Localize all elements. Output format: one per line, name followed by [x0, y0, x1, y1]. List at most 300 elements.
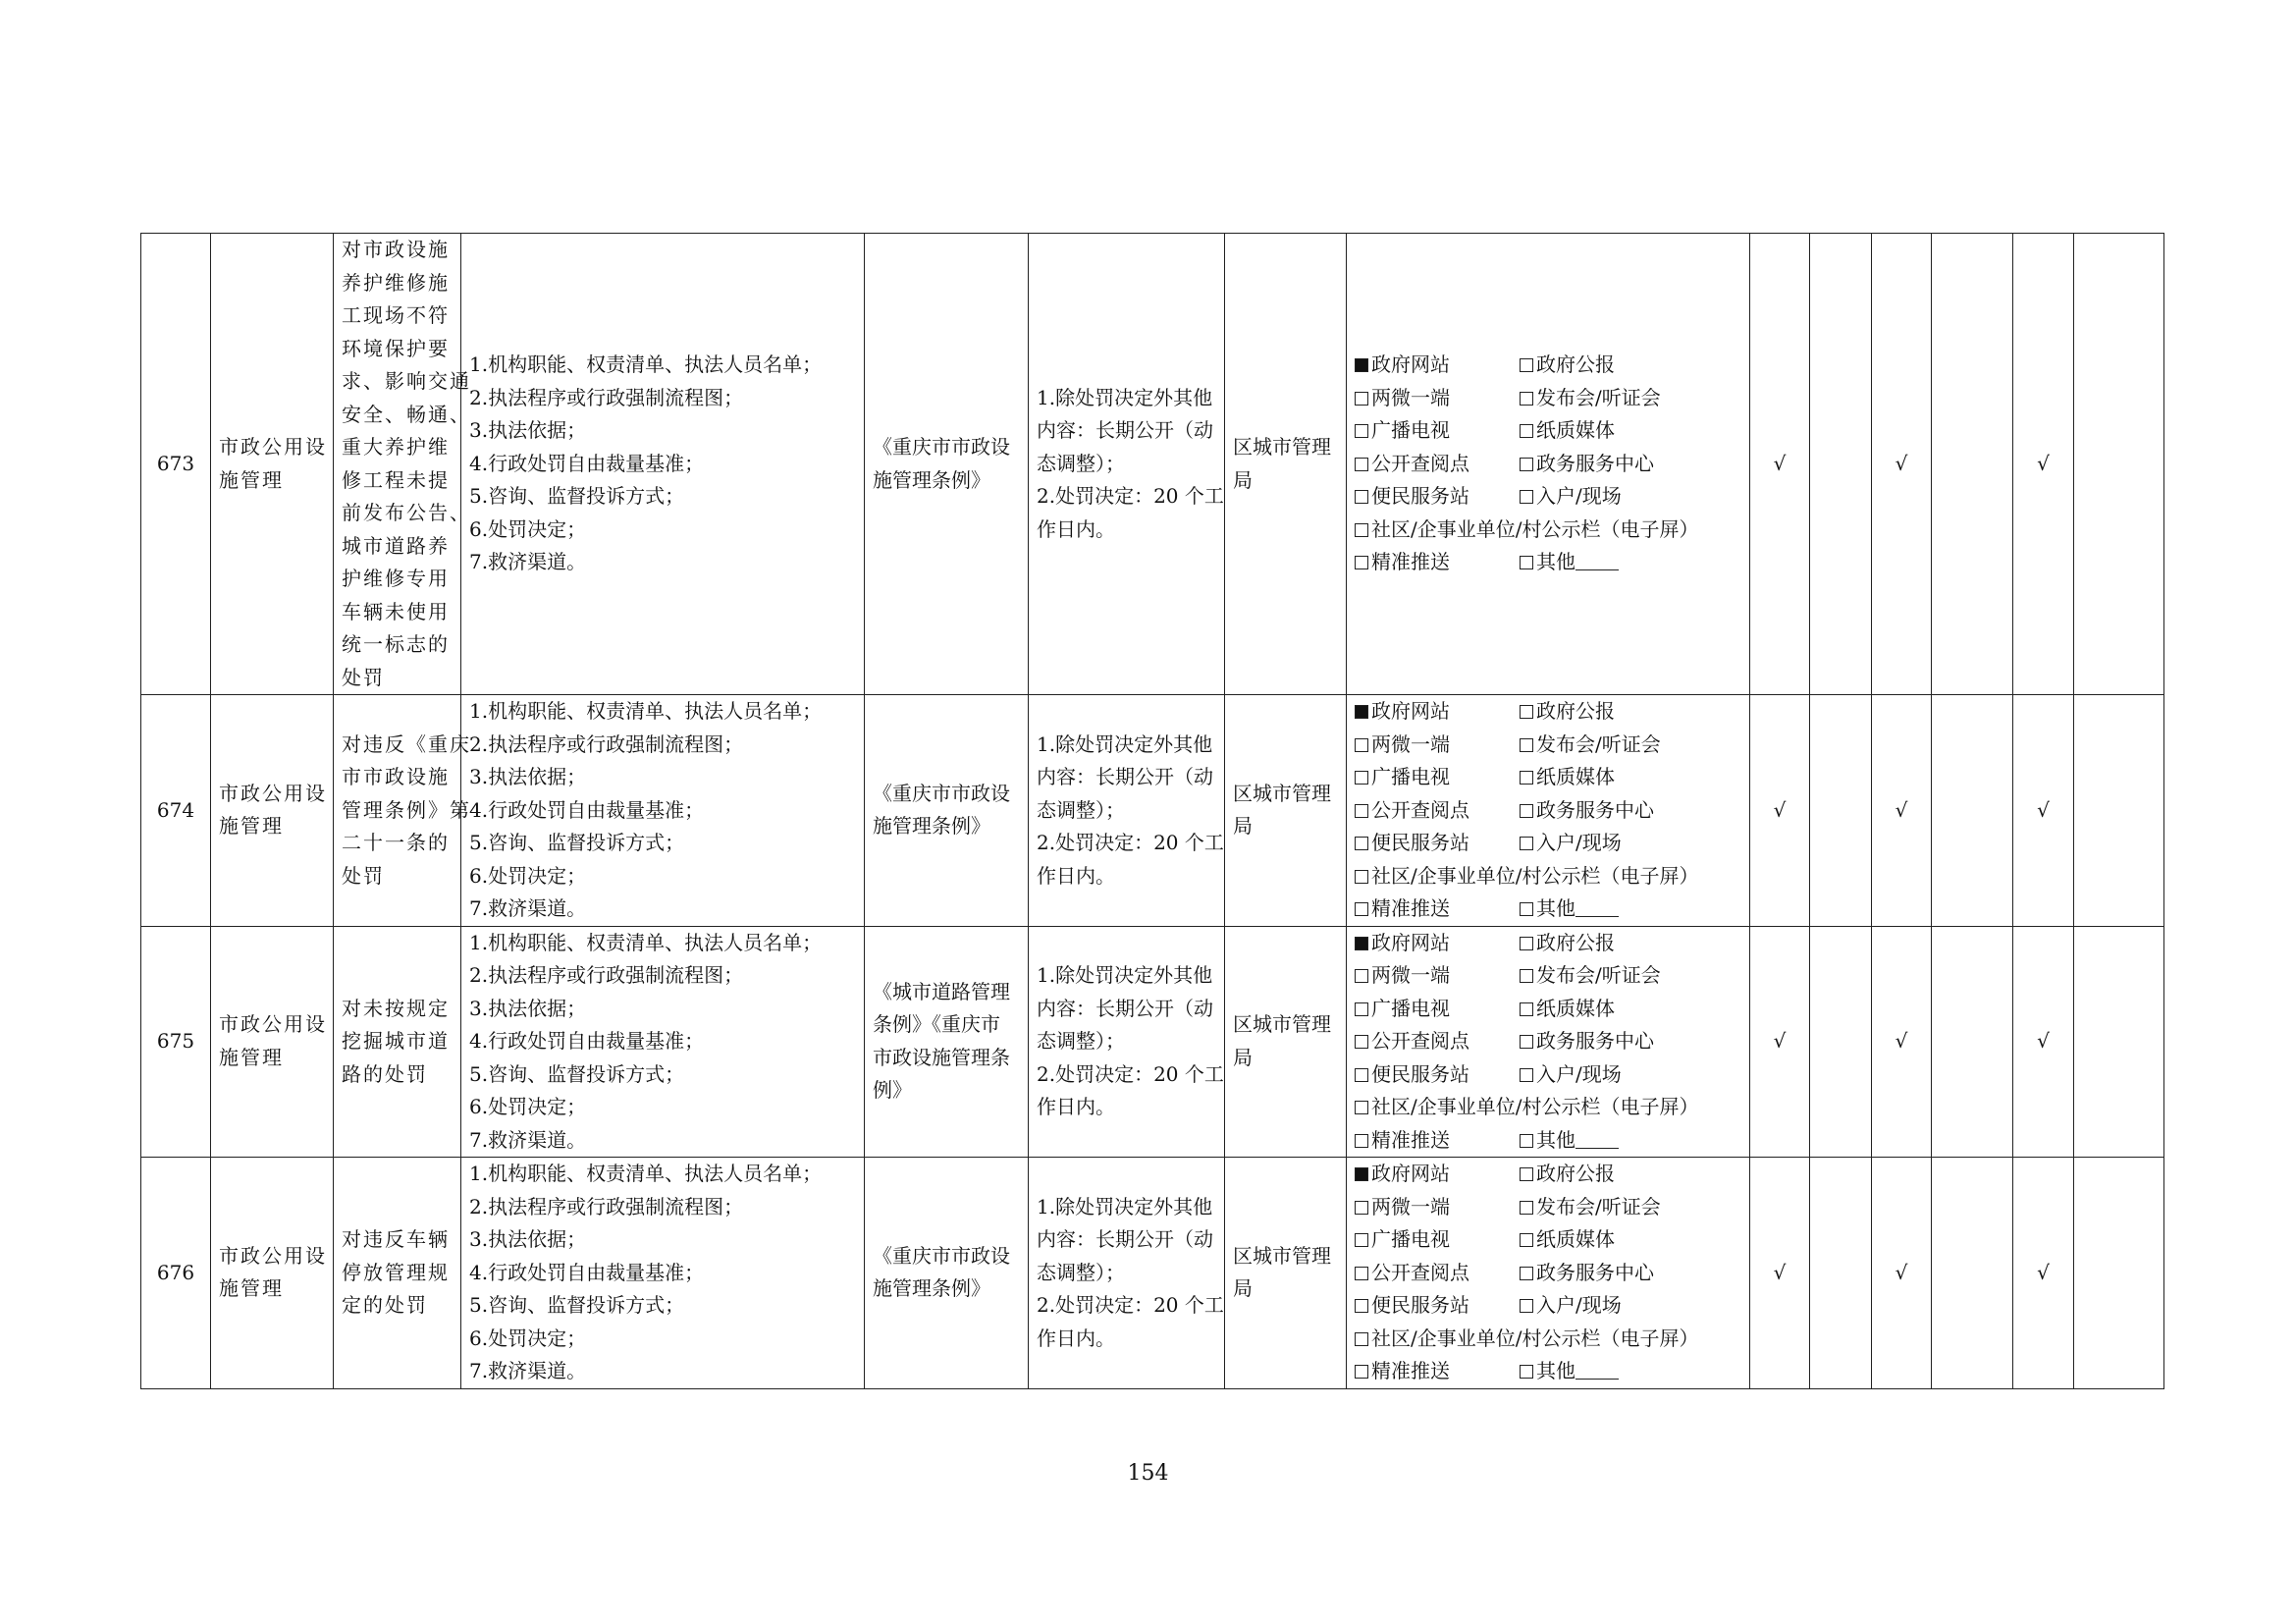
item-cell-line: 停放管理规	[342, 1260, 450, 1284]
empty-cell	[1932, 1158, 2013, 1389]
checkbox-icon	[1520, 358, 1533, 372]
timing-cell	[1029, 1158, 1225, 1389]
checkbox-icon	[1520, 937, 1533, 950]
check-mark-cell: √	[1750, 926, 1810, 1158]
channel-label: 广播电视	[1371, 996, 1450, 1020]
checkbox-icon	[1355, 458, 1368, 471]
content-cell-line: 7.救济渠道。	[469, 1359, 587, 1382]
checked-box-icon	[1355, 937, 1368, 950]
channel-option	[1520, 1058, 1745, 1092]
timing-cell	[1029, 926, 1225, 1158]
content-cell-line: 5.咨询、监督投诉方式；	[469, 1293, 685, 1317]
channel-label: 精准推送	[1371, 1127, 1450, 1152]
channel-label: 便民服务站	[1371, 831, 1469, 854]
channel-label: 发布会/听证会	[1536, 731, 1661, 756]
channel-option	[1355, 514, 1745, 547]
content-cell-line: 5.咨询、监督投诉方式；	[469, 831, 685, 854]
checkbox-icon	[1355, 738, 1368, 752]
channel-label: 广播电视	[1371, 1227, 1450, 1251]
channel-option	[1520, 927, 1745, 960]
category-cell-line: 市政公用设	[219, 781, 327, 805]
checkbox-icon	[1520, 738, 1533, 752]
channel-option	[1355, 1191, 1520, 1224]
content-cell	[461, 695, 865, 927]
timing-cell-line: 2.处罚决定：20 个工	[1037, 831, 1224, 854]
basis-cell	[865, 926, 1029, 1158]
check-mark-cell: √	[1750, 1158, 1810, 1389]
checkbox-icon	[1355, 771, 1368, 785]
checkbox-icon	[1520, 1134, 1533, 1148]
item-cell-line: 重大养护维	[342, 435, 450, 459]
basis-cell-line: 例》	[873, 1078, 912, 1103]
basis-cell-line: 施管理条例》	[873, 467, 990, 492]
content-cell-line: 2.执法程序或行政强制流程图；	[469, 385, 744, 409]
checkbox-icon	[1520, 1201, 1533, 1215]
channel-option	[1355, 1223, 1520, 1257]
empty-cell	[2074, 926, 2164, 1158]
checkbox-icon	[1520, 1365, 1533, 1379]
channel-option	[1355, 794, 1520, 828]
channel-label: 政府公报	[1536, 1162, 1615, 1185]
item-cell-line: 养护维修施	[342, 270, 450, 295]
channel-option	[1355, 959, 1520, 993]
category-cell	[211, 234, 334, 695]
channel-option	[1520, 1158, 1745, 1191]
checkbox-icon	[1355, 1267, 1368, 1280]
check-mark-cell: √	[1872, 1158, 1932, 1389]
channel-option	[1520, 448, 1745, 481]
channel-label: 两微一端	[1371, 1194, 1450, 1218]
checked-box-icon	[1355, 358, 1368, 372]
empty-cell	[1810, 695, 1872, 927]
timing-cell-line: 2.处罚决定：20 个工	[1037, 1061, 1224, 1086]
channel-option	[1355, 1158, 1520, 1191]
fill-blank	[1575, 568, 1619, 570]
channel-option	[1520, 414, 1745, 448]
content-cell-line: 5.咨询、监督投诉方式；	[469, 484, 685, 509]
checkbox-icon	[1520, 969, 1533, 983]
basis-cell	[865, 1158, 1029, 1389]
channel-label: 社区/企事业单位/村公示栏（电子屏）	[1371, 1095, 1699, 1118]
timing-cell-line: 态调整）；	[1037, 797, 1125, 822]
content-cell-line: 4.行政处罚自由裁量基准；	[469, 1260, 705, 1284]
content-cell-line: 7.救济渠道。	[469, 896, 587, 920]
content-cell-line: 3.执法依据；	[469, 765, 587, 788]
channel-label: 公开查阅点	[1371, 1029, 1469, 1053]
channel-label: 两微一端	[1371, 731, 1450, 756]
channel-label: 两微一端	[1371, 385, 1450, 409]
category-cell	[211, 1158, 334, 1389]
subject-cell-line: 局	[1233, 1045, 1253, 1069]
content-cell	[461, 926, 865, 1158]
check-mark-cell: √	[1872, 695, 1932, 927]
channel-label: 广播电视	[1371, 765, 1450, 788]
channel-label: 便民服务站	[1371, 1061, 1469, 1086]
item-cell-line: 环境保护要	[342, 336, 450, 360]
channel-option	[1355, 1124, 1520, 1158]
channel-label: 广播电视	[1371, 418, 1450, 443]
category-cell-line: 施管理	[219, 1045, 284, 1069]
check-mark-cell: √	[2013, 234, 2074, 695]
checkbox-icon	[1520, 771, 1533, 785]
timing-cell-line: 2.处罚决定：20 个工	[1037, 484, 1224, 509]
channel-cell	[1347, 234, 1750, 695]
channel-option	[1520, 794, 1745, 828]
checkbox-icon	[1355, 1332, 1368, 1346]
empty-cell	[1810, 234, 1872, 695]
row-number: 673	[141, 234, 211, 695]
item-cell-line: 对市政设施	[342, 238, 450, 261]
item-cell-line: 定的处罚	[342, 1293, 428, 1317]
empty-cell	[2074, 1158, 2164, 1389]
channel-label: 纸质媒体	[1536, 996, 1615, 1020]
subject-cell-line: 区城市管理	[1233, 1012, 1331, 1037]
fill-blank	[1575, 915, 1619, 917]
check-mark-cell: √	[1872, 926, 1932, 1158]
item-cell	[334, 234, 471, 695]
channel-label: 政务服务中心	[1536, 1260, 1654, 1284]
checkbox-icon	[1520, 424, 1533, 438]
item-cell-line: 处罚	[342, 665, 385, 689]
basis-cell-line: 《重庆市市政设	[873, 781, 1010, 805]
item-cell-line: 对未按规定	[342, 996, 450, 1020]
content-cell-line: 5.咨询、监督投诉方式；	[469, 1061, 685, 1086]
fill-blank	[1575, 1147, 1619, 1149]
content-cell-line: 1.机构职能、权责清单、执法人员名单；	[469, 699, 823, 723]
channel-label: 政府公报	[1536, 699, 1615, 723]
empty-cell	[1932, 695, 2013, 927]
channel-label: 政府公报	[1536, 352, 1615, 377]
subject-cell	[1225, 1158, 1347, 1389]
timing-cell-line: 态调整）；	[1037, 451, 1125, 475]
item-cell-line: 对违反《重庆	[342, 731, 471, 756]
channel-label: 入户/现场	[1536, 1061, 1622, 1086]
basis-cell	[865, 695, 1029, 927]
item-cell-line: 挖掘城市道	[342, 1029, 450, 1053]
checkbox-icon	[1520, 1002, 1533, 1016]
channel-option	[1520, 1257, 1745, 1290]
checkbox-icon	[1520, 458, 1533, 471]
subject-cell	[1225, 695, 1347, 927]
checkbox-icon	[1355, 1002, 1368, 1016]
channel-label: 精准推送	[1371, 896, 1450, 920]
channel-option	[1520, 959, 1745, 993]
timing-cell-line: 1.除处罚决定外其他	[1037, 963, 1213, 987]
table-row	[141, 234, 2164, 695]
channel-option	[1520, 1191, 1745, 1224]
basis-cell-line: 条例》《重庆市	[873, 1012, 1000, 1037]
channel-option	[1520, 1289, 1745, 1323]
checkbox-icon	[1355, 1035, 1368, 1049]
item-cell-line: 求、影响交通	[342, 369, 471, 393]
content-cell-line: 6.处罚决定；	[469, 863, 587, 888]
channel-option	[1355, 448, 1520, 481]
channel-option	[1520, 729, 1745, 762]
checkbox-icon	[1355, 837, 1368, 850]
timing-cell-line: 作日内。	[1037, 1326, 1115, 1350]
item-cell-line: 处罚	[342, 863, 385, 888]
basis-cell-line: 市政设施管理条	[873, 1045, 1010, 1069]
checkbox-icon	[1355, 424, 1368, 438]
channel-label: 发布会/听证会	[1536, 385, 1661, 409]
content-cell-line: 2.执法程序或行政强制流程图；	[469, 1194, 744, 1218]
channel-option	[1355, 382, 1520, 415]
basis-cell-line: 施管理条例》	[873, 1276, 990, 1301]
channel-label: 公开查阅点	[1371, 797, 1469, 822]
category-cell-line: 市政公用设	[219, 1012, 327, 1037]
channel-label: 入户/现场	[1536, 484, 1622, 509]
checked-box-icon	[1355, 705, 1368, 719]
checkbox-icon	[1355, 523, 1368, 537]
checkbox-icon	[1520, 1299, 1533, 1313]
timing-cell	[1029, 234, 1225, 695]
channel-option	[1355, 1323, 1745, 1356]
item-cell-line: 二十一条的	[342, 831, 450, 854]
channel-label: 政府公报	[1536, 930, 1615, 954]
channel-label: 发布会/听证会	[1536, 963, 1661, 987]
empty-cell	[1932, 926, 2013, 1158]
content-cell	[461, 234, 865, 695]
content-cell-line: 4.行政处罚自由裁量基准；	[469, 1029, 705, 1053]
item-cell-line: 前发布公告、	[342, 501, 471, 524]
channel-option	[1520, 1355, 1745, 1388]
check-mark-cell: √	[2013, 926, 2074, 1158]
content-cell-line: 6.处罚决定；	[469, 1095, 587, 1118]
checkbox-icon	[1520, 1233, 1533, 1247]
item-cell-line: 对违反车辆	[342, 1227, 450, 1251]
channel-option	[1520, 1025, 1745, 1058]
item-cell-line: 统一标志的	[342, 632, 450, 656]
empty-cell	[2074, 695, 2164, 927]
channel-label: 精准推送	[1371, 550, 1450, 574]
timing-cell-line: 1.除处罚决定外其他	[1037, 385, 1213, 409]
checkbox-icon	[1355, 1299, 1368, 1313]
disclosure-table	[140, 233, 2164, 1389]
content-cell-line: 1.机构职能、权责清单、执法人员名单；	[469, 1162, 823, 1185]
checkbox-icon	[1355, 1134, 1368, 1148]
channel-label: 入户/现场	[1536, 831, 1622, 854]
check-mark-cell: √	[1750, 695, 1810, 927]
channel-label: 两微一端	[1371, 963, 1450, 987]
channel-label: 精准推送	[1371, 1359, 1450, 1382]
channel-label: 公开查阅点	[1371, 1260, 1469, 1284]
channel-option	[1520, 546, 1745, 579]
channel-label: 其他	[1536, 1127, 1575, 1152]
channel-label: 社区/企事业单位/村公示栏（电子屏）	[1371, 1326, 1699, 1350]
checkbox-icon	[1355, 1365, 1368, 1379]
channel-option	[1355, 993, 1520, 1026]
item-cell-line: 修工程未提	[342, 467, 450, 492]
channel-option	[1355, 1025, 1520, 1058]
channel-option	[1355, 860, 1745, 893]
checkbox-icon	[1520, 705, 1533, 719]
checkbox-icon	[1355, 1068, 1368, 1082]
content-cell-line: 1.机构职能、权责清单、执法人员名单；	[469, 352, 823, 377]
content-cell-line: 3.执法依据；	[469, 1227, 587, 1251]
basis-cell-line: 施管理条例》	[873, 814, 990, 839]
timing-cell-line: 作日内。	[1037, 1095, 1115, 1118]
channel-option	[1520, 480, 1745, 514]
channel-option	[1355, 893, 1520, 926]
channel-option	[1520, 993, 1745, 1026]
content-cell-line: 7.救济渠道。	[469, 550, 587, 574]
channel-label: 便民服务站	[1371, 484, 1469, 509]
channel-option	[1520, 1124, 1745, 1158]
content-cell-line: 6.处罚决定；	[469, 1326, 587, 1350]
fill-blank	[1575, 1378, 1619, 1380]
content-cell-line: 6.处罚决定；	[469, 516, 587, 541]
channel-option	[1355, 349, 1520, 382]
channel-option	[1520, 695, 1745, 729]
checkbox-icon	[1520, 837, 1533, 850]
channel-label: 政务服务中心	[1536, 1029, 1654, 1053]
subject-cell-line: 区城市管理	[1233, 435, 1331, 459]
channel-label: 社区/企事业单位/村公示栏（电子屏）	[1371, 516, 1699, 541]
check-mark-cell: √	[1872, 234, 1932, 695]
check-mark-cell: √	[2013, 1158, 2074, 1389]
subject-cell-line: 区城市管理	[1233, 1243, 1331, 1268]
checkbox-icon	[1355, 969, 1368, 983]
row-number: 674	[141, 695, 211, 927]
checkbox-icon	[1520, 556, 1533, 569]
row-number: 676	[141, 1158, 211, 1389]
basis-cell-line: 《重庆市市政设	[873, 1243, 1010, 1268]
timing-cell-line: 态调整）；	[1037, 1029, 1125, 1053]
channel-option	[1355, 927, 1520, 960]
item-cell-line: 市市政设施	[342, 765, 450, 788]
timing-cell-line: 作日内。	[1037, 863, 1115, 888]
channel-option	[1520, 1223, 1745, 1257]
timing-cell-line: 2.处罚决定：20 个工	[1037, 1293, 1224, 1317]
empty-cell	[2074, 234, 2164, 695]
content-cell-line: 2.执法程序或行政强制流程图；	[469, 731, 744, 756]
timing-cell-line: 作日内。	[1037, 516, 1115, 541]
channel-label: 政府网站	[1371, 699, 1450, 723]
channel-label: 纸质媒体	[1536, 765, 1615, 788]
table-row	[141, 1158, 2164, 1389]
checkbox-icon	[1520, 1035, 1533, 1049]
empty-cell	[1932, 234, 2013, 695]
channel-option	[1355, 546, 1520, 579]
checkbox-icon	[1355, 556, 1368, 569]
channel-option	[1520, 827, 1745, 860]
channel-option	[1520, 761, 1745, 794]
subject-cell-line: 局	[1233, 1276, 1253, 1301]
check-mark-cell: √	[1750, 234, 1810, 695]
channel-label: 公开查阅点	[1371, 451, 1469, 475]
channel-option	[1355, 1091, 1745, 1124]
checkbox-icon	[1520, 804, 1533, 818]
subject-cell-line: 局	[1233, 467, 1253, 492]
timing-cell-line: 内容：长期公开（动	[1037, 996, 1213, 1020]
channel-label: 入户/现场	[1536, 1293, 1622, 1317]
item-cell-line: 护维修专用	[342, 567, 450, 590]
channel-label: 其他	[1536, 896, 1575, 920]
checkbox-icon	[1520, 1267, 1533, 1280]
basis-cell-line: 《重庆市市政设	[873, 435, 1010, 459]
content-cell	[461, 1158, 865, 1389]
subject-cell-line: 局	[1233, 814, 1253, 839]
category-cell-line: 施管理	[219, 1276, 284, 1301]
channel-option	[1355, 1289, 1520, 1323]
item-cell	[334, 926, 461, 1158]
category-cell-line: 施管理	[219, 814, 284, 839]
content-cell-line: 3.执法依据；	[469, 418, 587, 443]
channel-label: 政府网站	[1371, 1162, 1450, 1185]
basis-cell-line: 《城市道路管理	[873, 979, 1010, 1003]
table-row	[141, 695, 2164, 927]
channel-cell	[1347, 695, 1750, 927]
checkbox-icon	[1355, 1101, 1368, 1114]
empty-cell	[1810, 1158, 1872, 1389]
channel-option	[1355, 480, 1520, 514]
channel-label: 政务服务中心	[1536, 451, 1654, 475]
timing-cell-line: 1.除处罚决定外其他	[1037, 731, 1213, 756]
basis-cell	[865, 234, 1029, 695]
table-row	[141, 926, 2164, 1158]
checkbox-icon	[1355, 870, 1368, 884]
timing-cell-line: 内容：长期公开（动	[1037, 418, 1213, 443]
channel-option	[1355, 1355, 1520, 1388]
content-cell-line: 3.执法依据；	[469, 996, 587, 1020]
channel-label: 纸质媒体	[1536, 418, 1615, 443]
row-number: 675	[141, 926, 211, 1158]
item-cell-line: 工现场不符	[342, 303, 450, 327]
content-cell-line: 1.机构职能、权责清单、执法人员名单；	[469, 930, 823, 954]
timing-cell-line: 内容：长期公开（动	[1037, 1227, 1213, 1251]
channel-label: 纸质媒体	[1536, 1227, 1615, 1251]
item-cell	[334, 1158, 461, 1389]
channel-label: 政府网站	[1371, 352, 1450, 377]
checkbox-icon	[1520, 1167, 1533, 1181]
channel-option	[1355, 761, 1520, 794]
checkbox-icon	[1520, 902, 1533, 916]
category-cell-line: 施管理	[219, 467, 284, 492]
channel-label: 便民服务站	[1371, 1293, 1469, 1317]
checkbox-icon	[1355, 1201, 1368, 1215]
timing-cell	[1029, 695, 1225, 927]
content-cell-line: 4.行政处罚自由裁量基准；	[469, 451, 705, 475]
checkbox-icon	[1355, 392, 1368, 406]
subject-cell	[1225, 234, 1347, 695]
item-cell-line: 安全、畅通、	[342, 402, 471, 426]
checkbox-icon	[1355, 1233, 1368, 1247]
channel-option	[1355, 1257, 1520, 1290]
category-cell	[211, 926, 334, 1158]
category-cell-line: 市政公用设	[219, 1243, 327, 1268]
item-cell-line: 城市道路养	[342, 533, 450, 558]
checkbox-icon	[1520, 392, 1533, 406]
channel-label: 社区/企事业单位/村公示栏（电子屏）	[1371, 863, 1699, 888]
channel-label: 其他	[1536, 1359, 1575, 1382]
category-cell	[211, 695, 334, 927]
page-number: 154	[1127, 1461, 1169, 1486]
checked-box-icon	[1355, 1167, 1368, 1181]
channel-option	[1355, 1058, 1520, 1092]
timing-cell-line: 1.除处罚决定外其他	[1037, 1194, 1213, 1218]
item-cell-line: 车辆未使用	[342, 599, 450, 623]
category-cell-line: 市政公用设	[219, 435, 327, 459]
channel-cell	[1347, 1158, 1750, 1389]
checkbox-icon	[1355, 490, 1368, 504]
channel-label: 政府网站	[1371, 930, 1450, 954]
content-cell-line: 7.救济渠道。	[469, 1127, 587, 1152]
check-mark-cell: √	[2013, 695, 2074, 927]
content-cell-line: 4.行政处罚自由裁量基准；	[469, 797, 705, 822]
timing-cell-line: 内容：长期公开（动	[1037, 765, 1213, 788]
subject-cell	[1225, 926, 1347, 1158]
channel-label: 政务服务中心	[1536, 797, 1654, 822]
